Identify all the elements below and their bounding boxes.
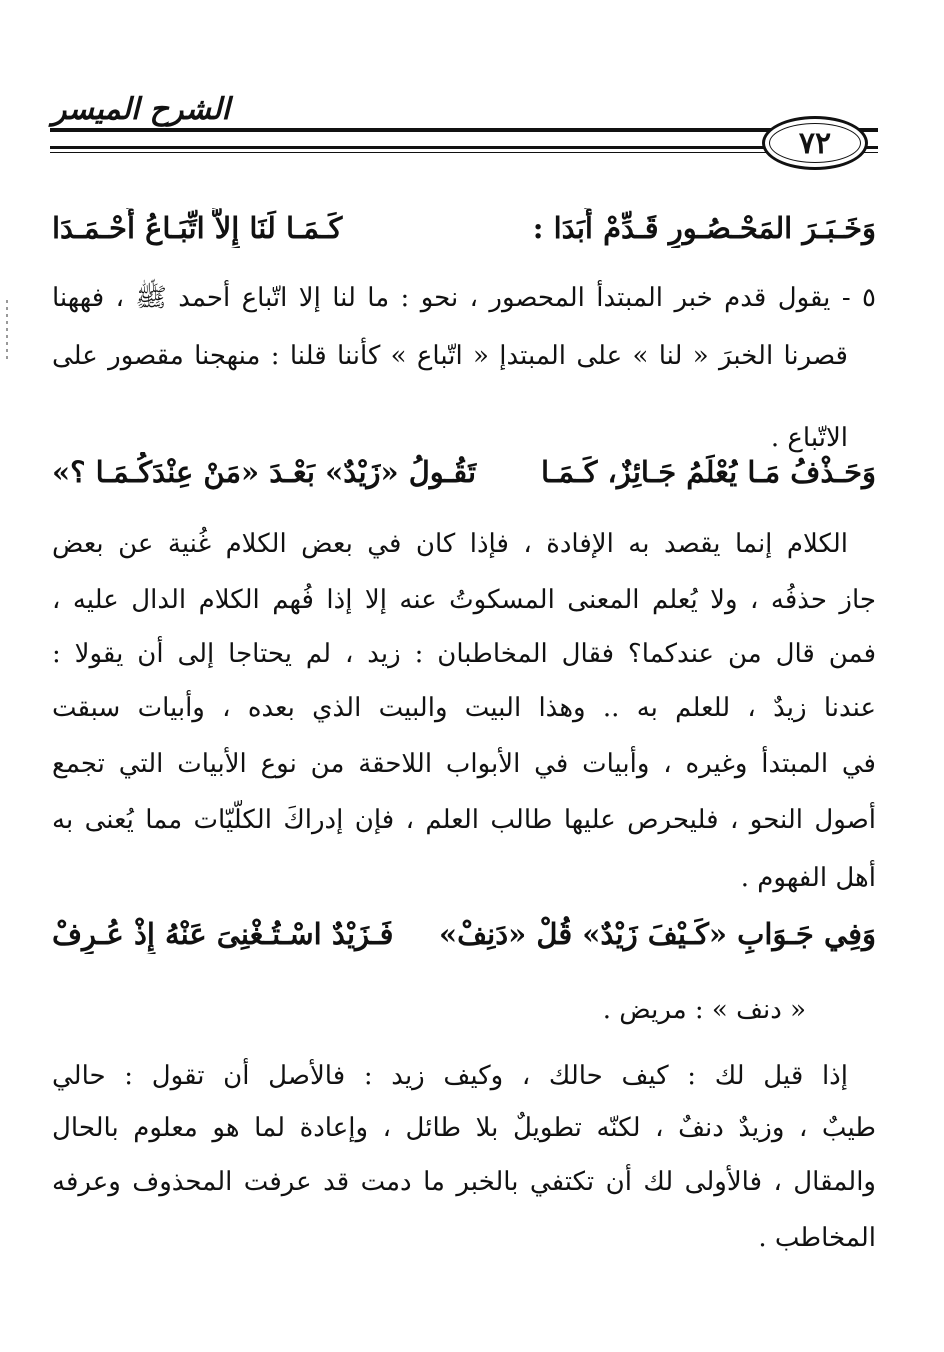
paragraph-line: أصول النحو ، فليحرص عليها طالب العلم ، فإن إدراكَ الكلّيّات مما يُعنى به — [52, 805, 876, 835]
header-rule-top — [50, 128, 878, 132]
header-rule-thin — [50, 152, 878, 153]
verse-hemistich-first: وَحَـذْفُ مَـا يُعْلَمُ جَـائِزٌ، كَـمَـا — [540, 455, 876, 489]
verse-line — [52, 208, 876, 248]
gloss-line: « دنف » : مريض . — [602, 995, 806, 1025]
verse-hemistich-first: وَخَـبَـرَ المَحْـصُـورِ قَـدِّمْ أَبَدَا : — [532, 211, 876, 245]
verse-line — [52, 452, 876, 492]
page-number: ٧٢ — [798, 125, 832, 161]
paragraph-line: قصرنا الخبرَ « لنا » على المبتدإ « اتّباع » كأننا قلنا : منهجنا مقصور على — [52, 341, 848, 371]
paragraph-line: أهل الفهوم . — [740, 863, 876, 893]
paragraph-line: ٥ - يقول قدم خبر المبتدأ المحصور ، نحو : ما لنا إلا اتّباع أحمد ﷺ ، فههنا — [52, 283, 876, 313]
verse-hemistich-second: تَقُـولُ «زَيْدٌ» بَعْـدَ «مَنْ عِنْدَكُـمَـا ؟» — [52, 455, 477, 489]
paragraph-line: طيبٌ ، وزيدٌ دنفٌ ، لكنّه تطويلٌ بلا طائل ، وإعادة لما هو معلوم بالحال — [52, 1113, 876, 1143]
paragraph-line: الاتّباع . — [770, 423, 848, 453]
paragraph-line: والمقال ، فالأولى لك أن تكتفي بالخبر ما دمت قد عرفت المحذوف وعرفه — [52, 1167, 876, 1197]
running-title: الشرح الميسر — [52, 92, 230, 127]
paragraph-line: إذا قيل لك : كيف حالك ، وكيف زيد : فالأصل أن تقول : حالي — [52, 1061, 848, 1091]
verse-hemistich-first: وَفِي جَـوَابِ «كَـيْفَ زَيْدٌ» قُلْ «دَنِفْ» — [439, 917, 876, 951]
verse-hemistich-second: فَـزَيْدٌ اسْـتُـغْنِىَ عَنْهُ إِذْ عُـرِفْ — [52, 917, 394, 951]
header-rule-bottom — [50, 146, 878, 149]
paragraph-line: عندنا زيدٌ ، للعلم به .. وهذا البيت والبيت الذي بعده ، وأبيات سبقت — [52, 693, 876, 723]
verse-line — [52, 914, 876, 954]
scan-artifact — [6, 300, 8, 360]
page-number-oval — [762, 116, 868, 170]
paragraph-line: المخاطب . — [758, 1223, 876, 1253]
verse-hemistich-second: كَـمَـا لَنَا إِلاَّ اتِّبَـاعُ أَحْـمَـدَا — [52, 211, 343, 245]
paragraph-line: فمن قال من عندكما؟ فقال المخاطبان : زيد ، لم يحتاجا إلى أن يقولا : — [52, 639, 876, 669]
paragraph-line: في المبتدأ وغيره ، وأبيات في الأبواب اللاحقة من نوع الأبيات التي تجمع — [52, 749, 876, 779]
paragraph-line: جاز حذفُه ، ولا يُعلم المعنى المسكوتُ عنه إلا إذا فُهم الكلام الدال عليه ، — [52, 585, 876, 615]
paragraph-line: الكلام إنما يقصد به الإفادة ، فإذا كان في بعض الكلام غُنية عن بعض — [52, 529, 848, 559]
